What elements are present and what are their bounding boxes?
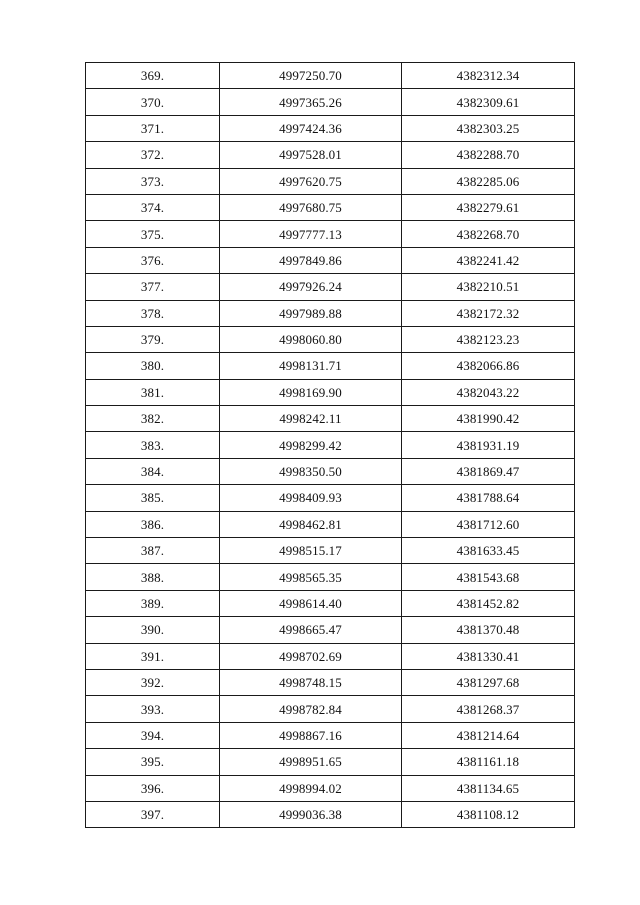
table-row	[86, 775, 575, 801]
x-coordinate-cell: 4998299.42	[220, 432, 402, 458]
x-coordinate-cell: 4998782.84	[220, 696, 402, 722]
point-number-cell: 383.	[86, 432, 220, 458]
y-coordinate-cell: 4381108.12	[402, 801, 575, 827]
point-number-cell: 372.	[86, 142, 220, 168]
y-coordinate-cell: 4382288.70	[402, 142, 575, 168]
point-number-cell: 395.	[86, 749, 220, 775]
y-coordinate-cell: 4382043.22	[402, 379, 575, 405]
table-row	[86, 458, 575, 484]
point-number-cell: 388.	[86, 564, 220, 590]
y-coordinate-cell: 4382123.23	[402, 326, 575, 352]
point-number-cell: 371.	[86, 115, 220, 141]
y-coordinate-cell: 4381134.65	[402, 775, 575, 801]
table-row	[86, 590, 575, 616]
table-row	[86, 274, 575, 300]
y-coordinate-cell: 4382210.51	[402, 274, 575, 300]
point-number-cell: 396.	[86, 775, 220, 801]
table-row	[86, 221, 575, 247]
point-number-cell: 375.	[86, 221, 220, 247]
x-coordinate-cell: 4997777.13	[220, 221, 402, 247]
point-number-cell: 385.	[86, 485, 220, 511]
y-coordinate-cell: 4382312.34	[402, 63, 575, 89]
point-number-cell: 392.	[86, 669, 220, 695]
y-coordinate-cell: 4381330.41	[402, 643, 575, 669]
y-coordinate-cell: 4381161.18	[402, 749, 575, 775]
table-row	[86, 115, 575, 141]
table-row	[86, 326, 575, 352]
table-row	[86, 432, 575, 458]
x-coordinate-cell: 4998994.02	[220, 775, 402, 801]
y-coordinate-cell: 4382279.61	[402, 194, 575, 220]
x-coordinate-cell: 4997989.88	[220, 300, 402, 326]
x-coordinate-cell: 4998867.16	[220, 722, 402, 748]
x-coordinate-cell: 4997250.70	[220, 63, 402, 89]
x-coordinate-cell: 4998665.47	[220, 617, 402, 643]
x-coordinate-cell: 4998515.17	[220, 538, 402, 564]
x-coordinate-cell: 4999036.38	[220, 801, 402, 827]
point-number-cell: 390.	[86, 617, 220, 643]
x-coordinate-cell: 4998462.81	[220, 511, 402, 537]
x-coordinate-cell: 4998242.11	[220, 406, 402, 432]
table-row	[86, 696, 575, 722]
x-coordinate-cell: 4997680.75	[220, 194, 402, 220]
point-number-cell: 393.	[86, 696, 220, 722]
y-coordinate-cell: 4382241.42	[402, 247, 575, 273]
y-coordinate-cell: 4381633.45	[402, 538, 575, 564]
coordinates-table	[85, 62, 575, 828]
x-coordinate-cell: 4998060.80	[220, 326, 402, 352]
y-coordinate-cell: 4381990.42	[402, 406, 575, 432]
point-number-cell: 391.	[86, 643, 220, 669]
table-row	[86, 538, 575, 564]
point-number-cell: 382.	[86, 406, 220, 432]
point-number-cell: 377.	[86, 274, 220, 300]
point-number-cell: 373.	[86, 168, 220, 194]
y-coordinate-cell: 4381268.37	[402, 696, 575, 722]
table-row	[86, 89, 575, 115]
table-row	[86, 617, 575, 643]
table-row	[86, 643, 575, 669]
table-row	[86, 749, 575, 775]
x-coordinate-cell: 4998565.35	[220, 564, 402, 590]
x-coordinate-cell: 4997424.36	[220, 115, 402, 141]
table-row	[86, 722, 575, 748]
x-coordinate-cell: 4998951.65	[220, 749, 402, 775]
point-number-cell: 394.	[86, 722, 220, 748]
table-row	[86, 485, 575, 511]
table-row	[86, 194, 575, 220]
point-number-cell: 379.	[86, 326, 220, 352]
table-row	[86, 379, 575, 405]
table-row	[86, 564, 575, 590]
point-number-cell: 369.	[86, 63, 220, 89]
point-number-cell: 378.	[86, 300, 220, 326]
x-coordinate-cell: 4997365.26	[220, 89, 402, 115]
x-coordinate-cell: 4998702.69	[220, 643, 402, 669]
point-number-cell: 381.	[86, 379, 220, 405]
table-row	[86, 247, 575, 273]
point-number-cell: 397.	[86, 801, 220, 827]
table-row	[86, 801, 575, 827]
x-coordinate-cell: 4997528.01	[220, 142, 402, 168]
x-coordinate-cell: 4998169.90	[220, 379, 402, 405]
y-coordinate-cell: 4382303.25	[402, 115, 575, 141]
table-row	[86, 353, 575, 379]
point-number-cell: 389.	[86, 590, 220, 616]
y-coordinate-cell: 4381712.60	[402, 511, 575, 537]
x-coordinate-cell: 4998350.50	[220, 458, 402, 484]
y-coordinate-cell: 4381543.68	[402, 564, 575, 590]
y-coordinate-cell: 4382172.32	[402, 300, 575, 326]
point-number-cell: 380.	[86, 353, 220, 379]
x-coordinate-cell: 4997849.86	[220, 247, 402, 273]
x-coordinate-cell: 4998614.40	[220, 590, 402, 616]
y-coordinate-cell: 4382285.06	[402, 168, 575, 194]
point-number-cell: 370.	[86, 89, 220, 115]
table-row	[86, 63, 575, 89]
point-number-cell: 387.	[86, 538, 220, 564]
x-coordinate-cell: 4998131.71	[220, 353, 402, 379]
coordinates-table-body	[86, 63, 575, 828]
table-row	[86, 669, 575, 695]
table-row	[86, 142, 575, 168]
point-number-cell: 386.	[86, 511, 220, 537]
y-coordinate-cell: 4382066.86	[402, 353, 575, 379]
table-row	[86, 168, 575, 194]
x-coordinate-cell: 4997926.24	[220, 274, 402, 300]
y-coordinate-cell: 4382268.70	[402, 221, 575, 247]
y-coordinate-cell: 4381297.68	[402, 669, 575, 695]
y-coordinate-cell: 4381214.64	[402, 722, 575, 748]
point-number-cell: 384.	[86, 458, 220, 484]
point-number-cell: 376.	[86, 247, 220, 273]
y-coordinate-cell: 4382309.61	[402, 89, 575, 115]
table-row	[86, 511, 575, 537]
table-row	[86, 300, 575, 326]
x-coordinate-cell: 4998409.93	[220, 485, 402, 511]
table-row	[86, 406, 575, 432]
y-coordinate-cell: 4381452.82	[402, 590, 575, 616]
y-coordinate-cell: 4381869.47	[402, 458, 575, 484]
y-coordinate-cell: 4381370.48	[402, 617, 575, 643]
x-coordinate-cell: 4997620.75	[220, 168, 402, 194]
y-coordinate-cell: 4381931.19	[402, 432, 575, 458]
x-coordinate-cell: 4998748.15	[220, 669, 402, 695]
y-coordinate-cell: 4381788.64	[402, 485, 575, 511]
point-number-cell: 374.	[86, 194, 220, 220]
